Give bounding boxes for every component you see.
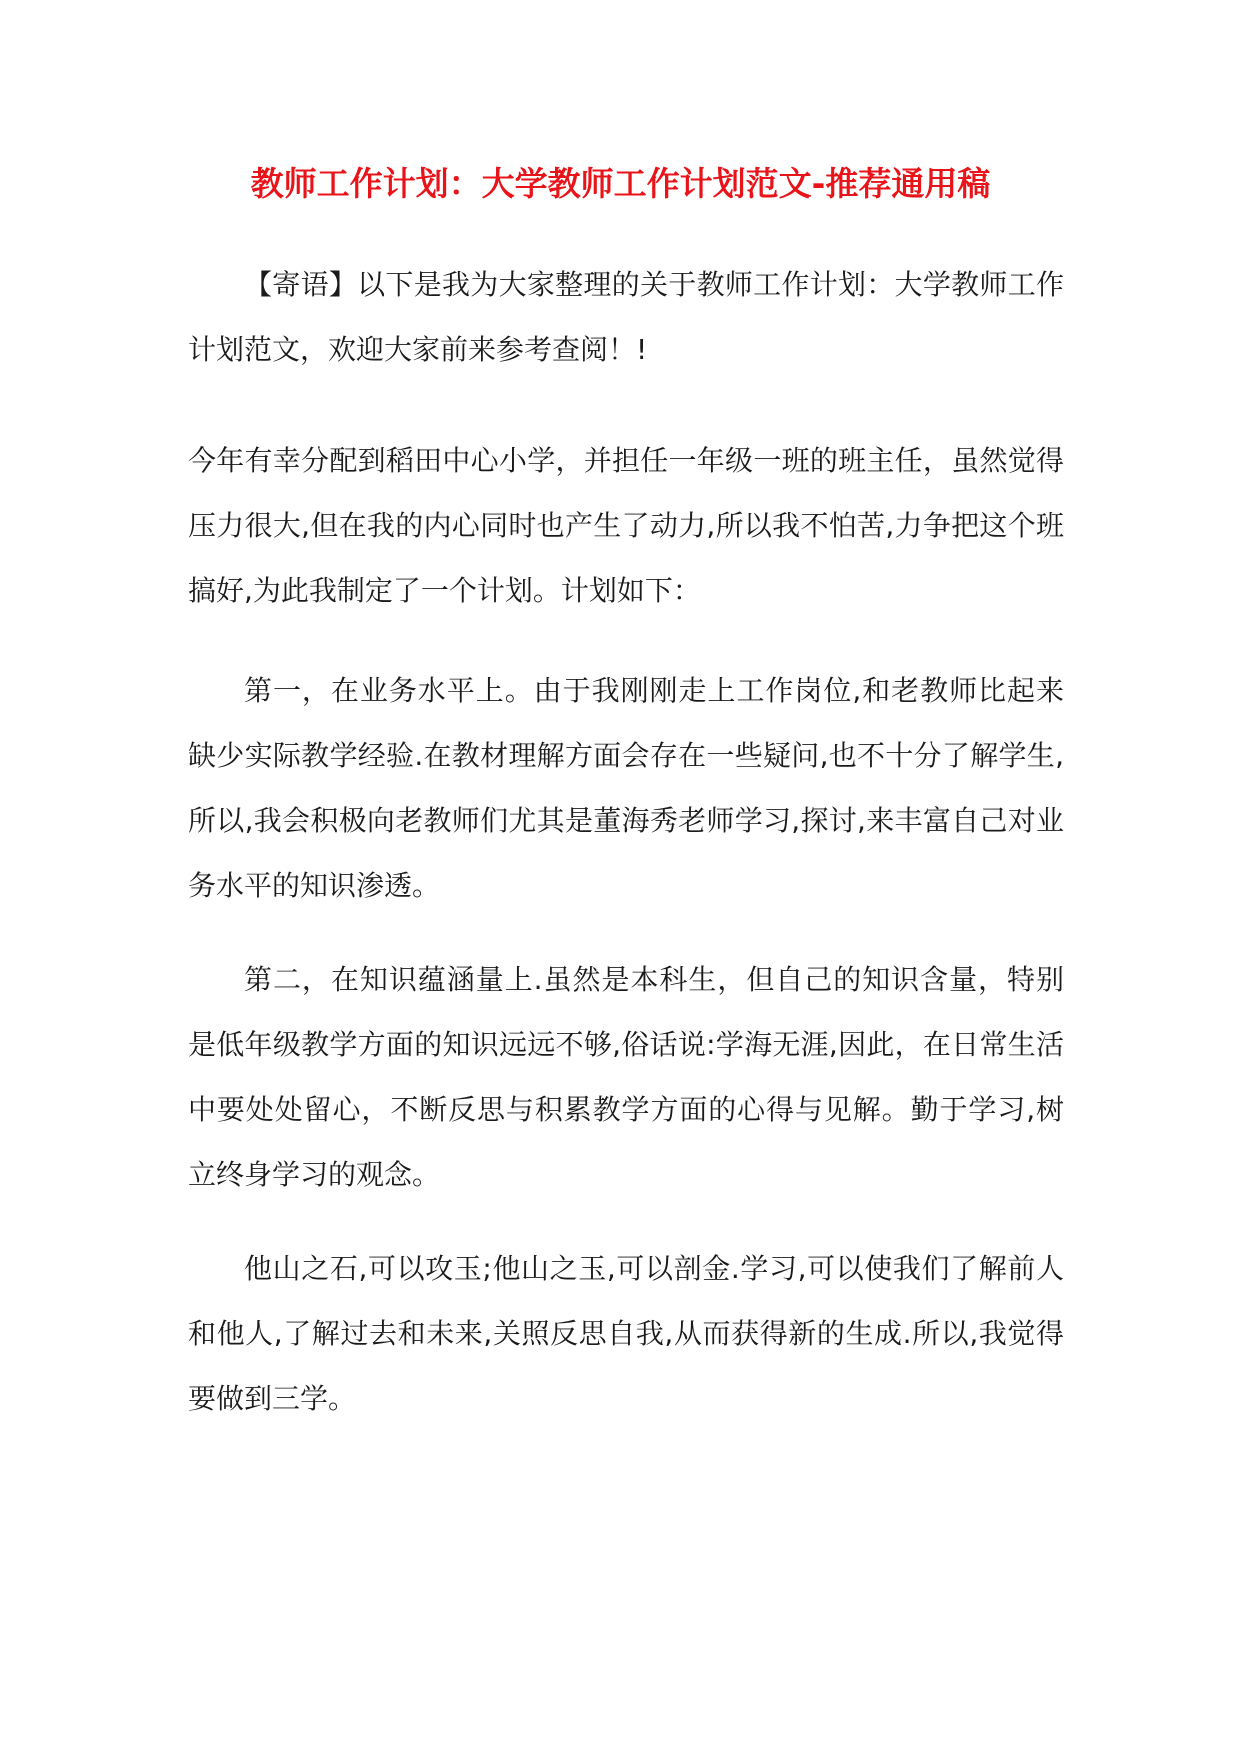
paragraph-foreword: 【寄语】以下是我为大家整理的关于教师工作计划：大学教师工作计划范文，欢迎大家前来参考查阅！! — [188, 268, 1064, 366]
paragraph-second-point: 第二，在知识蕴涵量上.虽然是本科生，但自己的知识含量，特别是低年级教学方面的知识远远不够,俗话说:学海无涯,因此，在日常生活中要处处留心，不断反思与积累教学方面的心得与见解。勤于学习,树立终身学习的观念。 — [188, 963, 1064, 1191]
paragraph-intro: 今年有幸分配到稻田中心小学，并担任一年级一班的班主任，虽然觉得压力很大,但在我的内心同时也产生了动力,所以我不怕苦,力争把这个班搞好,为此我制定了一个计划。计划如下： — [188, 444, 1064, 607]
paragraph-first-point: 第一，在业务水平上。由于我刚刚走上工作岗位,和老教师比起来缺少实际教学经验.在教材理解方面会存在一些疑问,也不十分了解学生,所以,我会积极向老教师们尤其是董海秀老师学习,探讨,来丰富自己对业务水平的知识渗透。 — [188, 674, 1064, 902]
document-title: 教师工作计划：大学教师工作计划范文-推荐通用稿 — [250, 164, 991, 203]
paragraph-learning: 他山之石,可以攻玉;他山之玉,可以剖金.学习,可以使我们了解前人和他人,了解过去和未来,关照反思自我,从而获得新的生成.所以,我觉得要做到三学。 — [188, 1252, 1064, 1415]
